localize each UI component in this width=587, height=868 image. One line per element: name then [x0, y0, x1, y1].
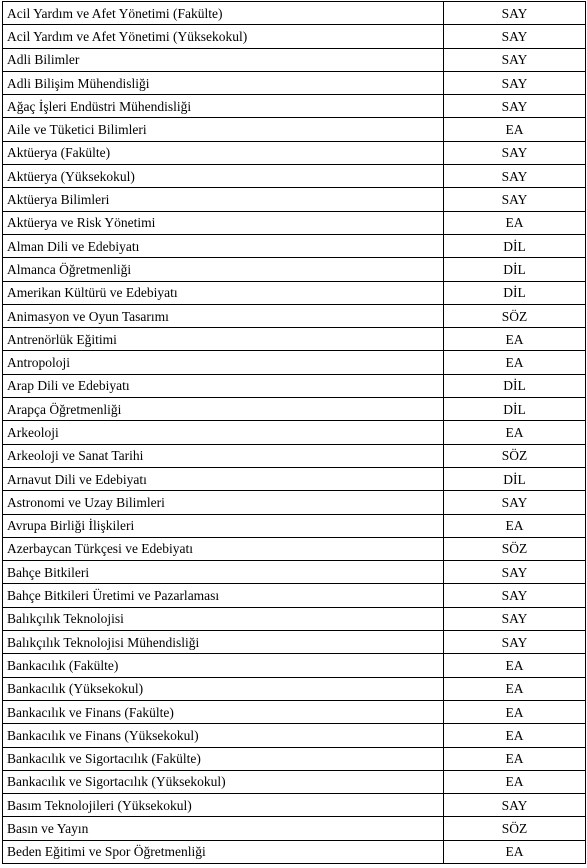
score-type-cell: SAY: [444, 165, 586, 188]
table-row: [3, 584, 586, 607]
score-type-cell: DİL: [444, 234, 586, 257]
table-row: [3, 118, 586, 141]
program-name-cell: Acil Yardım ve Afet Yönetimi (Yüksekokul): [3, 25, 444, 48]
table-row: [3, 491, 586, 514]
score-type-cell: SAY: [444, 71, 586, 94]
program-name-cell: Arap Dili ve Edebiyatı: [3, 374, 444, 397]
program-name-cell: Adli Bilimler: [3, 48, 444, 71]
program-name-cell: Bankacılık ve Finans (Yüksekokul): [3, 724, 444, 747]
program-name-cell: Bankacılık ve Sigortacılık (Fakülte): [3, 747, 444, 770]
score-type-cell: EA: [444, 351, 586, 374]
program-name-cell: Astronomi ve Uzay Bilimleri: [3, 491, 444, 514]
score-type-cell: EA: [444, 677, 586, 700]
program-name-cell: Bankacılık ve Sigortacılık (Yüksekokul): [3, 770, 444, 793]
table-row: [3, 677, 586, 700]
program-name-cell: Bankacılık (Yüksekokul): [3, 677, 444, 700]
table-row: [3, 747, 586, 770]
table-row: [3, 514, 586, 537]
table-row: [3, 258, 586, 281]
table-row: [3, 770, 586, 793]
table-row: [3, 71, 586, 94]
score-type-cell: EA: [444, 328, 586, 351]
score-type-cell: DİL: [444, 281, 586, 304]
table-row: [3, 2, 586, 25]
score-type-cell: SAY: [444, 141, 586, 164]
program-name-cell: Bankacılık ve Finans (Fakülte): [3, 700, 444, 723]
program-name-cell: Bankacılık (Fakülte): [3, 654, 444, 677]
table-body: [3, 2, 586, 864]
score-type-cell: EA: [444, 514, 586, 537]
table-row: [3, 467, 586, 490]
program-name-cell: Antrenörlük Eğitimi: [3, 328, 444, 351]
program-name-cell: Bahçe Bitkileri Üretimi ve Pazarlaması: [3, 584, 444, 607]
score-type-cell: EA: [444, 770, 586, 793]
table-row: [3, 48, 586, 71]
table-row: [3, 537, 586, 560]
table-row: [3, 817, 586, 840]
table-row: [3, 188, 586, 211]
table-row: [3, 700, 586, 723]
table-row: [3, 328, 586, 351]
table-row: [3, 234, 586, 257]
score-type-cell: EA: [444, 211, 586, 234]
table-row: [3, 374, 586, 397]
program-name-cell: Aktüerya (Fakülte): [3, 141, 444, 164]
table-row: [3, 444, 586, 467]
table-row: [3, 631, 586, 654]
program-name-cell: Aktüerya Bilimleri: [3, 188, 444, 211]
program-name-cell: Aile ve Tüketici Bilimleri: [3, 118, 444, 141]
table-row: [3, 724, 586, 747]
program-name-cell: Arnavut Dili ve Edebiyatı: [3, 467, 444, 490]
score-type-cell: DİL: [444, 258, 586, 281]
table-row: [3, 351, 586, 374]
program-name-cell: Amerikan Kültürü ve Edebiyatı: [3, 281, 444, 304]
program-name-cell: Aktüerya ve Risk Yönetimi: [3, 211, 444, 234]
score-type-cell: SAY: [444, 561, 586, 584]
score-type-cell: DİL: [444, 374, 586, 397]
table-row: [3, 25, 586, 48]
program-name-cell: Aktüerya (Yüksekokul): [3, 165, 444, 188]
table-row: [3, 141, 586, 164]
score-type-cell: EA: [444, 118, 586, 141]
table-row: [3, 95, 586, 118]
table-row: [3, 304, 586, 327]
program-score-type-table: [2, 1, 586, 864]
program-name-cell: Bahçe Bitkileri: [3, 561, 444, 584]
program-name-cell: Alman Dili ve Edebiyatı: [3, 234, 444, 257]
program-name-cell: Arkeoloji: [3, 421, 444, 444]
score-type-cell: SAY: [444, 491, 586, 514]
table-row: [3, 211, 586, 234]
score-type-cell: SAY: [444, 584, 586, 607]
table-row: [3, 607, 586, 630]
program-name-cell: Almanca Öğretmenliği: [3, 258, 444, 281]
program-name-cell: Antropoloji: [3, 351, 444, 374]
score-type-cell: SAY: [444, 48, 586, 71]
program-name-cell: Adli Bilişim Mühendisliği: [3, 71, 444, 94]
score-type-cell: SAY: [444, 188, 586, 211]
score-type-cell: EA: [444, 700, 586, 723]
score-type-cell: EA: [444, 724, 586, 747]
score-type-cell: SAY: [444, 25, 586, 48]
program-name-cell: Balıkçılık Teknolojisi Mühendisliği: [3, 631, 444, 654]
score-type-cell: EA: [444, 421, 586, 444]
program-name-cell: Azerbaycan Türkçesi ve Edebiyatı: [3, 537, 444, 560]
program-name-cell: Beden Eğitimi ve Spor Öğretmenliği: [3, 840, 444, 863]
table-row: [3, 794, 586, 817]
program-name-cell: Ağaç İşleri Endüstri Mühendisliği: [3, 95, 444, 118]
table-row: [3, 561, 586, 584]
program-name-cell: Acil Yardım ve Afet Yönetimi (Fakülte): [3, 2, 444, 25]
score-type-cell: SAY: [444, 607, 586, 630]
table-row: [3, 840, 586, 863]
score-type-cell: SAY: [444, 95, 586, 118]
score-type-cell: SÖZ: [444, 444, 586, 467]
program-name-cell: Basım Teknolojileri (Yüksekokul): [3, 794, 444, 817]
program-name-cell: Arapça Öğretmenliği: [3, 398, 444, 421]
program-name-cell: Basın ve Yayın: [3, 817, 444, 840]
score-type-cell: SÖZ: [444, 817, 586, 840]
program-name-cell: Balıkçılık Teknolojisi: [3, 607, 444, 630]
table-row: [3, 165, 586, 188]
table-row: [3, 654, 586, 677]
score-type-cell: EA: [444, 840, 586, 863]
program-name-cell: Arkeoloji ve Sanat Tarihi: [3, 444, 444, 467]
score-type-cell: SAY: [444, 794, 586, 817]
score-type-cell: EA: [444, 747, 586, 770]
score-type-cell: SAY: [444, 2, 586, 25]
score-type-cell: SÖZ: [444, 537, 586, 560]
table-row: [3, 421, 586, 444]
program-name-cell: Avrupa Birliği İlişkileri: [3, 514, 444, 537]
score-type-cell: DİL: [444, 467, 586, 490]
score-type-cell: SAY: [444, 631, 586, 654]
table-row: [3, 281, 586, 304]
score-type-cell: SÖZ: [444, 304, 586, 327]
score-type-cell: EA: [444, 654, 586, 677]
table-row: [3, 398, 586, 421]
program-name-cell: Animasyon ve Oyun Tasarımı: [3, 304, 444, 327]
score-type-cell: DİL: [444, 398, 586, 421]
